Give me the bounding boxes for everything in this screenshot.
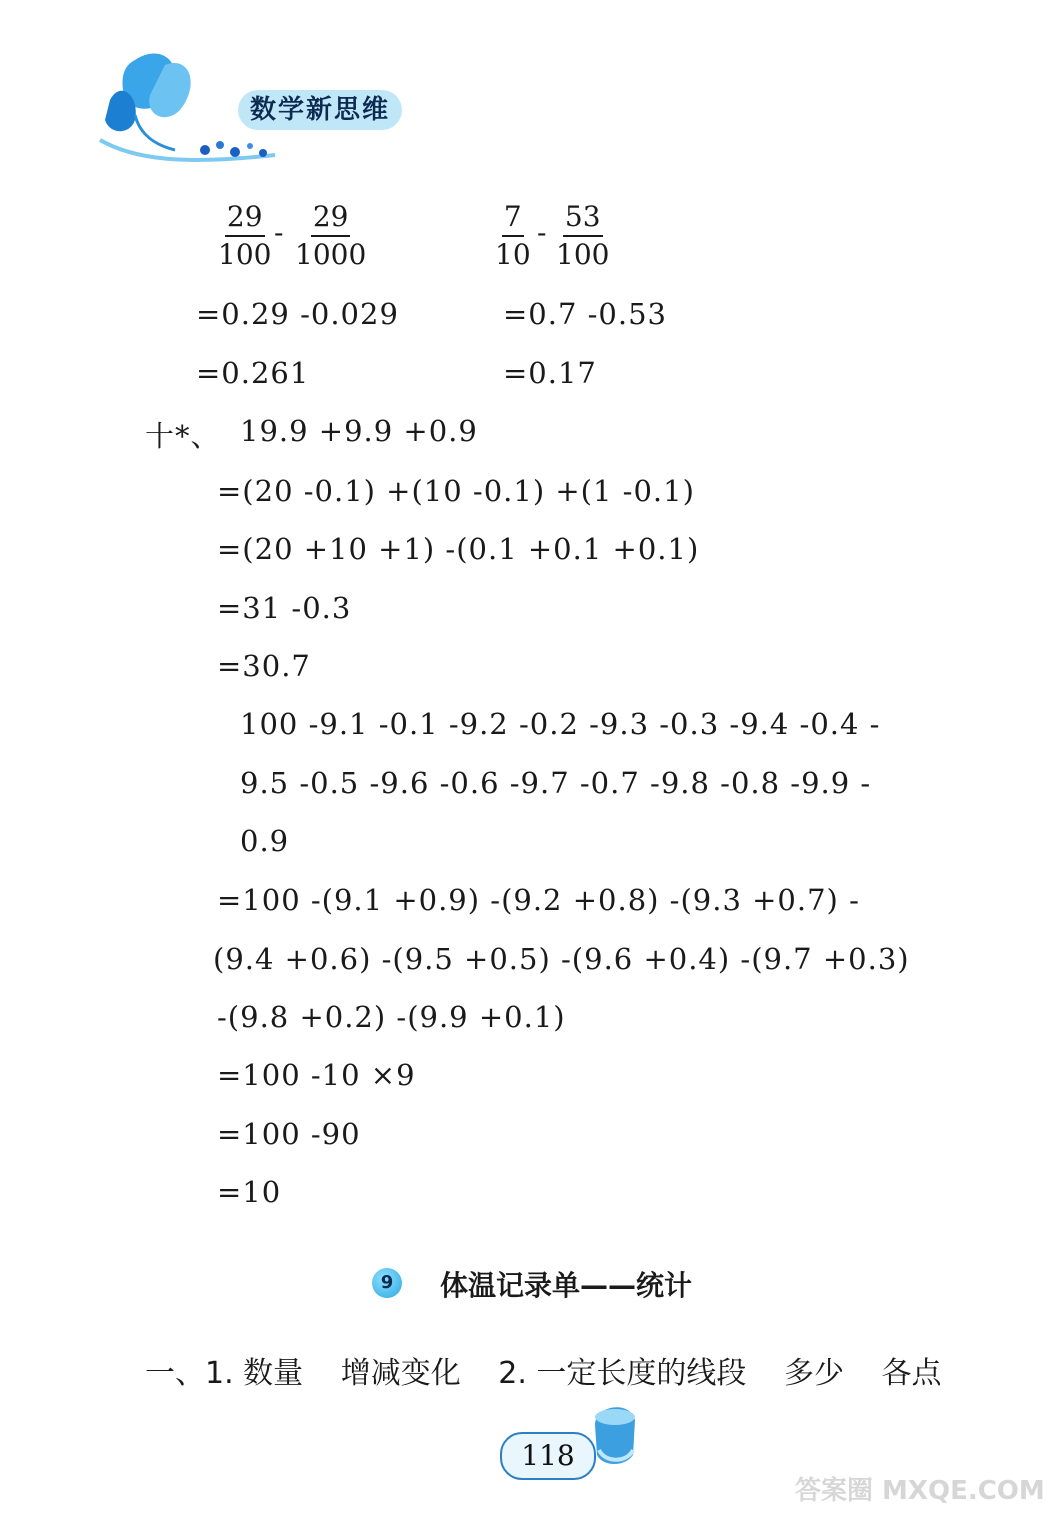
step-line: =10 xyxy=(217,1175,282,1209)
answer-2c: 各点 xyxy=(881,1356,942,1391)
step-line: (9.4 +0.6) -(9.5 +0.5) -(9.6 +0.4) -(9.7 +0.3) xyxy=(213,942,910,976)
step-line: =100 -90 xyxy=(217,1117,361,1151)
numerator: 53 xyxy=(563,203,603,237)
numerator: 7 xyxy=(502,203,524,237)
numerator: 29 xyxy=(311,203,351,237)
right-step-1: =0.7 -0.53 xyxy=(503,297,668,331)
watering-can-icon xyxy=(585,1395,645,1475)
left-step-1: =0.29 -0.029 xyxy=(196,297,399,331)
problem-expression-2: 9.5 -0.5 -9.6 -0.6 -9.7 -0.7 -9.8 -0.8 -9.9 - xyxy=(240,766,872,800)
step-line: =30.7 xyxy=(217,649,311,683)
denominator: 1000 xyxy=(295,238,367,271)
denominator: 100 xyxy=(556,238,610,271)
section-title: 体温记录单——统计 xyxy=(440,1269,693,1302)
right-step-2: =0.17 xyxy=(503,356,597,390)
fraction-left-b xyxy=(295,200,367,271)
answers-line xyxy=(145,1348,970,1392)
fraction-right-a xyxy=(495,200,531,271)
step-line: -(9.8 +0.2) -(9.9 +0.1) xyxy=(217,1000,566,1034)
denominator: 10 xyxy=(495,238,531,271)
step-line: =100 -10 ×9 xyxy=(217,1058,416,1092)
section-number-badge: 9 xyxy=(372,1268,402,1298)
step-line: =(20 -0.1) +(10 -0.1) +(1 -0.1) xyxy=(217,474,695,508)
fraction-right-b xyxy=(556,200,610,271)
answer-1: 一、1. 数量 xyxy=(145,1356,304,1391)
numerator: 29 xyxy=(225,203,265,237)
fraction-left-a xyxy=(218,200,272,271)
problem-expression-2: 100 -9.1 -0.1 -9.2 -0.2 -9.3 -0.3 -9.4 -0.4 - xyxy=(240,707,881,741)
minus-sign: - xyxy=(274,216,284,249)
book-title: 数学新思维 xyxy=(238,90,402,130)
problem-expression-2: 0.9 xyxy=(240,824,290,858)
answer-1b: 增减变化 xyxy=(340,1356,461,1391)
answer-2b: 多少 xyxy=(783,1356,844,1391)
denominator: 100 xyxy=(218,238,272,271)
answer-2: 2. 一定长度的线段 xyxy=(498,1356,747,1391)
step-line: =100 -(9.1 +0.9) -(9.2 +0.8) -(9.3 +0.7) - xyxy=(217,883,860,917)
step-line: =31 -0.3 xyxy=(217,591,352,625)
left-step-2: =0.261 xyxy=(196,356,310,390)
step-line: =(20 +10 +1) -(0.1 +0.1 +0.1) xyxy=(217,532,700,566)
problem-marker: 十*、 xyxy=(145,419,221,453)
page-number: 118 xyxy=(500,1432,596,1480)
watermark: 答案圈 MXQE.COM xyxy=(795,1476,1045,1506)
minus-sign: - xyxy=(537,216,547,249)
problem-expression-1: 19.9 +9.9 +0.9 xyxy=(240,414,478,448)
